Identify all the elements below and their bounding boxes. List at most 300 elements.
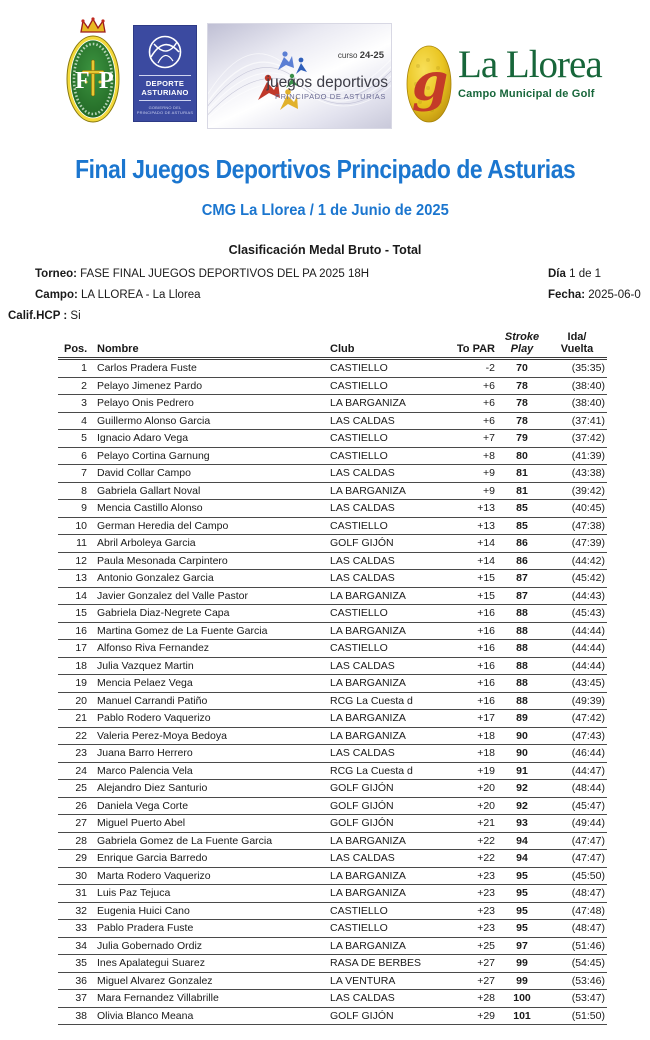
cell-to-par: +17: [450, 710, 497, 728]
cell-pos: 8: [58, 482, 94, 500]
fecha-line: [548, 285, 641, 306]
calif-value: Si: [70, 310, 81, 322]
cell-club: GOLF GIJÓN: [319, 780, 450, 798]
table-row: [58, 780, 607, 798]
golf-federation-crest-icon: [66, 16, 120, 124]
cell-ida: (44:44): [547, 622, 607, 640]
cell-ida: (39:42): [547, 482, 607, 500]
table-row: [58, 657, 607, 675]
table-row: [58, 850, 607, 868]
cell-nombre: Luis Paz Tejuca: [94, 885, 319, 903]
cell-ida: (44:42): [547, 552, 607, 570]
deporte-asturiano-logo: [133, 25, 197, 122]
cell-ida: (47:39): [547, 535, 607, 553]
cell-club: CASTIELLO: [319, 377, 450, 395]
table-row: [58, 955, 607, 973]
table-row: [58, 902, 607, 920]
cell-to-par: +14: [450, 552, 497, 570]
cell-to-par: +9: [450, 465, 497, 483]
cell-to-par: +18: [450, 745, 497, 763]
table-row: [58, 762, 607, 780]
cell-to-par: +29: [450, 1007, 497, 1025]
cell-to-par: +20: [450, 780, 497, 798]
cell-to-par: +19: [450, 762, 497, 780]
cell-club: LA BARGANIZA: [319, 937, 450, 955]
cell-stroke: 90: [497, 727, 547, 745]
deporte-line1: DEPORTE: [145, 79, 185, 88]
cell-stroke: 91: [497, 762, 547, 780]
torneo-value: FASE FINAL JUEGOS DEPORTIVOS DEL PA 2025 18H: [80, 268, 370, 280]
cell-ida: (47:47): [547, 832, 607, 850]
crest-letter-left: F: [75, 68, 90, 94]
cell-to-par: +16: [450, 640, 497, 658]
cell-ida: (48:47): [547, 885, 607, 903]
cell-nombre: Guillermo Alonso Garcia: [94, 412, 319, 430]
cell-to-par: +23: [450, 867, 497, 885]
cell-nombre: Gabriela Gallart Noval: [94, 482, 319, 500]
cell-club: LA BARGANIZA: [319, 622, 450, 640]
table-row: [58, 447, 607, 465]
cell-pos: 36: [58, 972, 94, 990]
cell-pos: 7: [58, 465, 94, 483]
cell-stroke: 81: [497, 465, 547, 483]
cell-ida: (37:42): [547, 430, 607, 448]
cell-stroke: 81: [497, 482, 547, 500]
cell-to-par: +6: [450, 377, 497, 395]
cell-stroke: 87: [497, 570, 547, 588]
cell-pos: 19: [58, 675, 94, 693]
cell-ida: (41:39): [547, 447, 607, 465]
cell-club: CASTIELLO: [319, 902, 450, 920]
cell-stroke: 95: [497, 867, 547, 885]
cell-pos: 10: [58, 517, 94, 535]
cell-stroke: 90: [497, 745, 547, 763]
cell-stroke: 88: [497, 657, 547, 675]
cell-ida: (37:41): [547, 412, 607, 430]
table-row: [58, 605, 607, 623]
cell-ida: (47:47): [547, 850, 607, 868]
cell-nombre: Miguel Alvarez Gonzalez: [94, 972, 319, 990]
cell-pos: 24: [58, 762, 94, 780]
cell-club: LA BARGANIZA: [319, 587, 450, 605]
cell-to-par: +16: [450, 622, 497, 640]
cell-ida: (49:39): [547, 692, 607, 710]
cell-ida: (44:44): [547, 657, 607, 675]
crest-letter-right: P: [99, 68, 114, 94]
table-row: [58, 675, 607, 693]
table-row: [58, 692, 607, 710]
cell-club: LAS CALDAS: [319, 500, 450, 518]
cell-ida: (51:50): [547, 1007, 607, 1025]
cell-stroke: 100: [497, 990, 547, 1008]
cell-nombre: Pelayo Cortina Garnung: [94, 447, 319, 465]
results-document: [0, 16, 650, 1040]
cell-nombre: Manuel Carrandi Patiño: [94, 692, 319, 710]
ball-letter: g: [411, 52, 449, 113]
cell-pos: 18: [58, 657, 94, 675]
cell-club: LA BARGANIZA: [319, 867, 450, 885]
cell-club: LAS CALDAS: [319, 412, 450, 430]
cell-nombre: Marta Rodero Vaquerizo: [94, 867, 319, 885]
cell-ida: (49:44): [547, 815, 607, 833]
cell-stroke: 101: [497, 1007, 547, 1025]
table-row: [58, 640, 607, 658]
cell-to-par: +23: [450, 885, 497, 903]
cell-stroke: 95: [497, 920, 547, 938]
cell-stroke: 88: [497, 622, 547, 640]
campo-value: LA LLOREA - La Llorea: [81, 289, 201, 301]
cell-nombre: Julia Gobernado Ordiz: [94, 937, 319, 955]
banner-subtitle: PRINCIPADO DE ASTURIAS: [275, 92, 386, 101]
cell-ida: (38:40): [547, 395, 607, 413]
cell-pos: 22: [58, 727, 94, 745]
cell-club: CASTIELLO: [319, 605, 450, 623]
cell-stroke: 79: [497, 430, 547, 448]
cell-ida: (44:43): [547, 587, 607, 605]
cell-stroke: 86: [497, 535, 547, 553]
cell-nombre: Pelayo Jimenez Pardo: [94, 377, 319, 395]
cell-to-par: -2: [450, 359, 497, 378]
cell-to-par: +23: [450, 902, 497, 920]
cell-to-par: +9: [450, 482, 497, 500]
cell-club: LAS CALDAS: [319, 990, 450, 1008]
header-ida-vuelta: Ida/ Vuelta: [547, 331, 607, 359]
cell-ida: (47:48): [547, 902, 607, 920]
table-row: [58, 517, 607, 535]
cell-nombre: Juana Barro Herrero: [94, 745, 319, 763]
cell-pos: 6: [58, 447, 94, 465]
banner-curso: curso 24-25: [337, 50, 384, 61]
cell-club: LA VENTURA: [319, 972, 450, 990]
cell-to-par: +28: [450, 990, 497, 1008]
cell-pos: 26: [58, 797, 94, 815]
cell-club: LA BARGANIZA: [319, 885, 450, 903]
cell-club: LA BARGANIZA: [319, 395, 450, 413]
cell-pos: 3: [58, 395, 94, 413]
table-row: [58, 465, 607, 483]
cell-pos: 38: [58, 1007, 94, 1025]
cell-pos: 27: [58, 815, 94, 833]
cell-ida: (45:50): [547, 867, 607, 885]
cell-stroke: 92: [497, 797, 547, 815]
cell-stroke: 87: [497, 587, 547, 605]
table-row: [58, 937, 607, 955]
cell-nombre: Ines Apalategui Suarez: [94, 955, 319, 973]
cell-to-par: +18: [450, 727, 497, 745]
cell-pos: 17: [58, 640, 94, 658]
cell-ida: (44:44): [547, 640, 607, 658]
table-row: [58, 832, 607, 850]
cell-to-par: +13: [450, 500, 497, 518]
table-row: [58, 359, 607, 378]
cell-stroke: 94: [497, 832, 547, 850]
cell-club: LA BARGANIZA: [319, 832, 450, 850]
cell-ida: (40:45): [547, 500, 607, 518]
cell-nombre: Olivia Blanco Meana: [94, 1007, 319, 1025]
table-row: [58, 1007, 607, 1025]
cell-club: CASTIELLO: [319, 447, 450, 465]
cell-pos: 28: [58, 832, 94, 850]
table-row: [58, 972, 607, 990]
cell-stroke: 88: [497, 692, 547, 710]
cell-nombre: Daniela Vega Corte: [94, 797, 319, 815]
deporte-gov2: PRINCIPADO DE ASTURIAS: [136, 110, 194, 115]
cell-pos: 23: [58, 745, 94, 763]
table-row: [58, 395, 607, 413]
la-llorea-logo: [406, 44, 602, 124]
cell-pos: 31: [58, 885, 94, 903]
cell-ida: (46:44): [547, 745, 607, 763]
cell-club: LA BARGANIZA: [319, 482, 450, 500]
cell-nombre: Valeria Perez-Moya Bedoya: [94, 727, 319, 745]
torneo-label: Torneo:: [35, 268, 77, 280]
cell-ida: (43:45): [547, 675, 607, 693]
cell-club: LA BARGANIZA: [319, 710, 450, 728]
cell-to-par: +20: [450, 797, 497, 815]
cell-club: CASTIELLO: [319, 640, 450, 658]
table-row: [58, 885, 607, 903]
cell-ida: (45:47): [547, 797, 607, 815]
table-row: [58, 710, 607, 728]
cell-stroke: 92: [497, 780, 547, 798]
cell-ida: (47:42): [547, 710, 607, 728]
cell-club: GOLF GIJÓN: [319, 815, 450, 833]
dia-value: 1 de 1: [569, 268, 602, 280]
cell-pos: 29: [58, 850, 94, 868]
deporte-figure-icon: [146, 33, 184, 71]
cell-ida: (44:47): [547, 762, 607, 780]
cell-ida: (48:47): [547, 920, 607, 938]
cell-pos: 32: [58, 902, 94, 920]
cell-pos: 13: [58, 570, 94, 588]
table-row: [58, 587, 607, 605]
cell-to-par: +16: [450, 657, 497, 675]
calif-label: Calif.HCP :: [8, 310, 68, 322]
cell-stroke: 88: [497, 605, 547, 623]
cell-stroke: 99: [497, 972, 547, 990]
table-row: [58, 745, 607, 763]
cell-to-par: +23: [450, 920, 497, 938]
cell-stroke: 86: [497, 552, 547, 570]
juegos-deportivos-banner: [207, 23, 392, 129]
cell-ida: (47:43): [547, 727, 607, 745]
cell-nombre: Paula Mesonada Carpintero: [94, 552, 319, 570]
cell-pos: 21: [58, 710, 94, 728]
cell-nombre: Ignacio Adaro Vega: [94, 430, 319, 448]
header-stroke-play: Stroke Play: [497, 331, 547, 359]
la-llorea-subtitle: Campo Municipal de Golf: [458, 88, 595, 100]
cell-ida: (35:35): [547, 359, 607, 378]
cell-ida: (45:42): [547, 570, 607, 588]
golf-ball-icon: [406, 44, 452, 124]
campo-label: Campo:: [35, 289, 78, 301]
cell-ida: (48:44): [547, 780, 607, 798]
table-row: [58, 377, 607, 395]
table-row: [58, 797, 607, 815]
table-row: [58, 430, 607, 448]
cell-pos: 14: [58, 587, 94, 605]
cell-club: LA BARGANIZA: [319, 727, 450, 745]
cell-to-par: +27: [450, 972, 497, 990]
cell-to-par: +16: [450, 675, 497, 693]
cell-stroke: 78: [497, 412, 547, 430]
cell-to-par: +14: [450, 535, 497, 553]
fecha-label: Fecha:: [548, 289, 586, 301]
cell-pos: 33: [58, 920, 94, 938]
cell-club: RASA DE BERBES: [319, 955, 450, 973]
cell-pos: 2: [58, 377, 94, 395]
cell-nombre: Julia Vazquez Martin: [94, 657, 319, 675]
classification-title: Clasificación Medal Bruto - Total: [228, 243, 422, 257]
table-row: [58, 482, 607, 500]
cell-nombre: Pablo Pradera Fuste: [94, 920, 319, 938]
table-row: [58, 867, 607, 885]
cell-nombre: Enrique Garcia Barredo: [94, 850, 319, 868]
cell-pos: 34: [58, 937, 94, 955]
cell-nombre: Mencia Pelaez Vega: [94, 675, 319, 693]
cell-nombre: Marco Palencia Vela: [94, 762, 319, 780]
cell-club: LAS CALDAS: [319, 850, 450, 868]
cell-club: GOLF GIJÓN: [319, 1007, 450, 1025]
table-row: [58, 815, 607, 833]
cell-nombre: Mencia Castillo Alonso: [94, 500, 319, 518]
cell-ida: (53:46): [547, 972, 607, 990]
cell-pos: 12: [58, 552, 94, 570]
page-subtitle: CMG La Llorea / 1 de Junio de 2025: [201, 202, 449, 219]
results-table-body: [58, 359, 607, 1025]
cell-ida: (51:46): [547, 937, 607, 955]
cell-pos: 11: [58, 535, 94, 553]
cell-club: LAS CALDAS: [319, 570, 450, 588]
cell-club: CASTIELLO: [319, 517, 450, 535]
cell-pos: 15: [58, 605, 94, 623]
banner-title: juegos deportivos: [266, 74, 388, 91]
table-header-row: [58, 331, 607, 359]
cell-nombre: Alfonso Riva Fernandez: [94, 640, 319, 658]
cell-ida: (47:38): [547, 517, 607, 535]
cell-nombre: Antonio Gonzalez Garcia: [94, 570, 319, 588]
cell-to-par: +15: [450, 570, 497, 588]
cell-to-par: +15: [450, 587, 497, 605]
cell-to-par: +6: [450, 412, 497, 430]
cell-nombre: Pelayo Onis Pedrero: [94, 395, 319, 413]
fecha-value: 2025-06-0: [588, 289, 641, 301]
cell-to-par: +22: [450, 850, 497, 868]
la-llorea-title: La Llorea: [458, 43, 602, 86]
cell-to-par: +6: [450, 395, 497, 413]
cell-to-par: +13: [450, 517, 497, 535]
cell-club: RCG La Cuesta d: [319, 762, 450, 780]
cell-stroke: 85: [497, 517, 547, 535]
cell-ida: (43:38): [547, 465, 607, 483]
tournament-info: [0, 264, 650, 327]
cell-club: LAS CALDAS: [319, 465, 450, 483]
cell-nombre: Pablo Rodero Vaquerizo: [94, 710, 319, 728]
cell-ida: (45:43): [547, 605, 607, 623]
cell-club: LAS CALDAS: [319, 552, 450, 570]
header-nombre: Nombre: [94, 331, 319, 359]
cell-pos: 16: [58, 622, 94, 640]
cell-club: RCG La Cuesta d: [319, 692, 450, 710]
cell-nombre: Alejandro Diez Santurio: [94, 780, 319, 798]
table-row: [58, 920, 607, 938]
cell-pos: 5: [58, 430, 94, 448]
cell-ida: (53:47): [547, 990, 607, 1008]
cell-stroke: 88: [497, 675, 547, 693]
cell-to-par: +25: [450, 937, 497, 955]
table-row: [58, 990, 607, 1008]
table-row: [58, 412, 607, 430]
cell-pos: 1: [58, 359, 94, 378]
cell-nombre: Javier Gonzalez del Valle Pastor: [94, 587, 319, 605]
cell-stroke: 80: [497, 447, 547, 465]
page-title: Final Juegos Deportivos Principado de Asturias: [74, 154, 576, 184]
cell-pos: 35: [58, 955, 94, 973]
cell-stroke: 99: [497, 955, 547, 973]
cell-to-par: +22: [450, 832, 497, 850]
cell-ida: (54:45): [547, 955, 607, 973]
deporte-gov1: GOBIERNO DEL: [148, 105, 182, 110]
table-row: [58, 570, 607, 588]
cell-stroke: 85: [497, 500, 547, 518]
table-row: [58, 535, 607, 553]
cell-stroke: 93: [497, 815, 547, 833]
dia-line: [548, 264, 641, 285]
cell-pos: 4: [58, 412, 94, 430]
cell-stroke: 88: [497, 640, 547, 658]
cell-club: LA BARGANIZA: [319, 675, 450, 693]
cell-stroke: 78: [497, 377, 547, 395]
cell-club: GOLF GIJÓN: [319, 535, 450, 553]
cell-club: CASTIELLO: [319, 920, 450, 938]
cell-pos: 20: [58, 692, 94, 710]
cell-pos: 37: [58, 990, 94, 1008]
header-to-par: To PAR: [450, 331, 497, 359]
cell-stroke: 95: [497, 902, 547, 920]
table-row: [58, 622, 607, 640]
cell-club: CASTIELLO: [319, 359, 450, 378]
cell-nombre: Abril Arboleya Garcia: [94, 535, 319, 553]
cell-to-par: +7: [450, 430, 497, 448]
cell-stroke: 97: [497, 937, 547, 955]
calif-line: [8, 306, 650, 327]
cell-pos: 9: [58, 500, 94, 518]
header-logo-strip: [66, 16, 650, 128]
cell-to-par: +16: [450, 692, 497, 710]
cell-pos: 25: [58, 780, 94, 798]
cell-nombre: Eugenia Huici Cano: [94, 902, 319, 920]
cell-club: LAS CALDAS: [319, 657, 450, 675]
cell-stroke: 95: [497, 885, 547, 903]
results-table: [58, 331, 607, 1025]
deporte-line2: ASTURIANO: [141, 88, 189, 97]
table-row: [58, 552, 607, 570]
cell-to-par: +16: [450, 605, 497, 623]
cell-to-par: +27: [450, 955, 497, 973]
cell-nombre: Martina Gomez de La Fuente Garcia: [94, 622, 319, 640]
cell-to-par: +21: [450, 815, 497, 833]
table-row: [58, 727, 607, 745]
cell-nombre: Gabriela Diaz-Negrete Capa: [94, 605, 319, 623]
cell-club: GOLF GIJÓN: [319, 797, 450, 815]
cell-nombre: Gabriela Gomez de La Fuente Garcia: [94, 832, 319, 850]
table-row: [58, 500, 607, 518]
dia-label: Día: [548, 268, 566, 280]
cell-ida: (38:40): [547, 377, 607, 395]
cell-nombre: German Heredia del Campo: [94, 517, 319, 535]
cell-club: CASTIELLO: [319, 430, 450, 448]
cell-stroke: 94: [497, 850, 547, 868]
